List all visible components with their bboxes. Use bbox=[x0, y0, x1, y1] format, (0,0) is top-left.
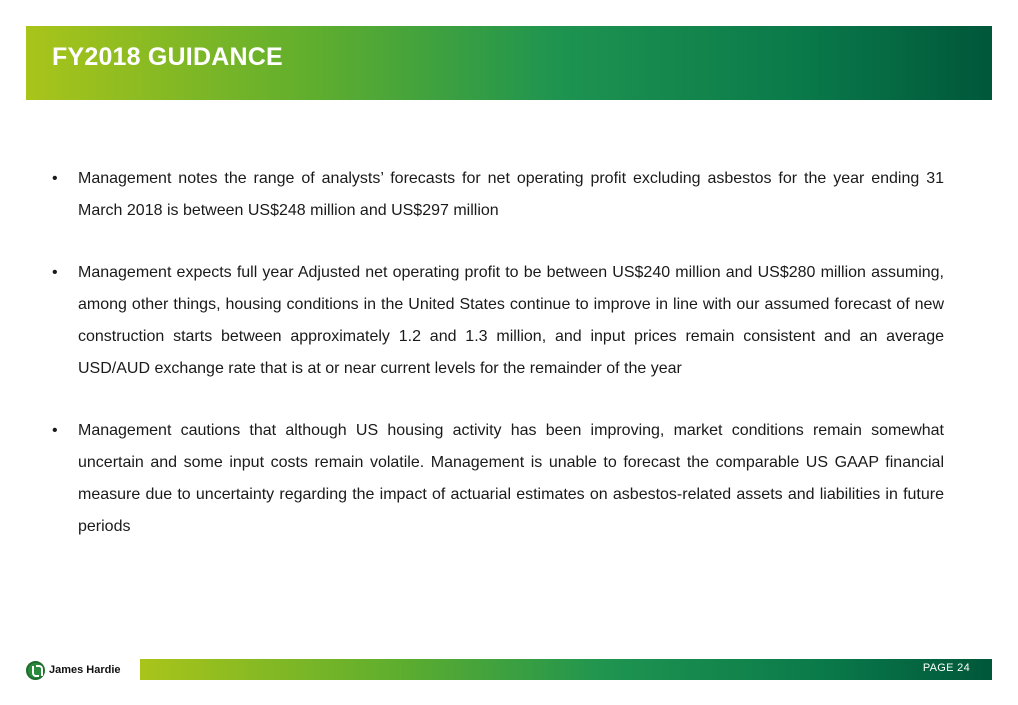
bullet-item-market-cautions bbox=[52, 415, 944, 543]
james-hardie-logo-icon bbox=[26, 661, 45, 680]
bullet-item-profit-expectation bbox=[52, 257, 944, 385]
bullet-text: Management cautions that although US housing activity has been improving, market conditions remain somewhat uncertain and some input costs remain volatile. Management is unable to forecast the comparable US GAAP financial measure due to uncertainty regarding the impact of actuarial estimates on asbestos-related assets and liabilities in future periods bbox=[78, 422, 944, 535]
bullet-marker: • bbox=[52, 264, 58, 281]
bullet-marker: • bbox=[52, 170, 58, 187]
page-title: FY2018 GUIDANCE bbox=[52, 43, 283, 71]
bullet-text: Management notes the range of analysts’ forecasts for net operating profit excluding asbestos for the year ending 31 March 2018 is between US$248 million and US$297 million bbox=[78, 170, 944, 219]
company-logo bbox=[26, 659, 136, 681]
bullet-marker: • bbox=[52, 422, 58, 439]
bullet-item-analyst-forecasts bbox=[52, 163, 944, 227]
logo-text: James Hardie bbox=[49, 664, 121, 676]
footer-banner bbox=[140, 659, 992, 680]
header-banner bbox=[26, 26, 992, 100]
bullet-list bbox=[52, 163, 944, 573]
page-number: PAGE 24 bbox=[922, 662, 970, 674]
bullet-text: Management expects full year Adjusted net operating profit to be between US$240 million and US$280 million assuming, among other things, housing conditions in the United States continue to improve in line with our assumed forecast of new construction starts between approximately 1.2 and 1.3 million, and input prices remain consistent and an average USD/AUD exchange rate that is at or near current levels for the remainder of the year bbox=[78, 264, 944, 377]
